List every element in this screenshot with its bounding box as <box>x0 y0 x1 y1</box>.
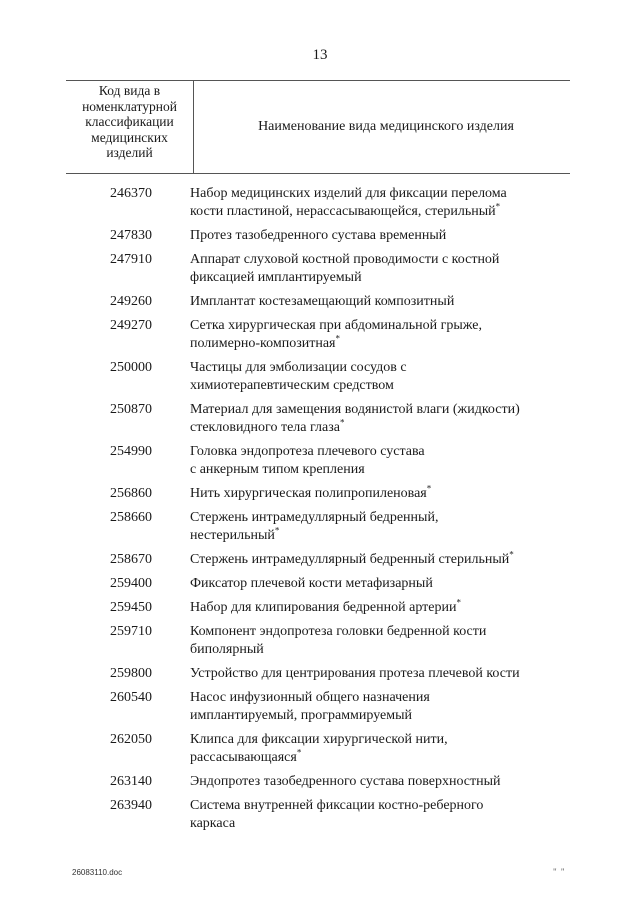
header-code-column <box>66 81 194 173</box>
header-code-line: номенклатурной <box>82 98 177 114</box>
device-name-line <box>190 707 555 725</box>
device-code: 258660 <box>110 510 152 525</box>
device-name-line <box>190 689 555 707</box>
device-name-text: полимерно-композитная <box>190 336 336 351</box>
device-code: 259800 <box>110 666 152 681</box>
table-row <box>0 293 640 311</box>
table-row <box>0 251 640 287</box>
device-name-text: рассасывающаяся <box>190 750 297 765</box>
device-name-line <box>190 797 555 815</box>
table-row <box>0 443 640 479</box>
table-row <box>0 359 640 395</box>
device-name-line <box>190 419 555 437</box>
device-name <box>190 227 555 245</box>
device-name <box>190 797 555 833</box>
header-code-line: изделий <box>106 145 153 161</box>
device-name-line <box>190 599 555 617</box>
table-row <box>0 773 640 791</box>
table-row <box>0 551 640 569</box>
header-code-line: Код вида в <box>98 83 161 98</box>
footnote-mark: * <box>509 549 514 560</box>
device-code: 263140 <box>110 774 152 789</box>
device-code: 263940 <box>110 798 152 813</box>
device-name <box>190 401 555 437</box>
document-filename: 26083110.doc <box>72 868 123 877</box>
table-header <box>66 80 570 174</box>
device-name-line <box>190 227 555 245</box>
device-name-line <box>190 551 555 569</box>
device-name-line <box>190 815 555 833</box>
device-name <box>190 185 555 221</box>
device-name-text: Устройство для центрирования протеза плечевой кости <box>190 666 520 681</box>
device-name-text: стекловидного тела глаза <box>190 420 340 435</box>
device-name-text: Сетка хирургическая при абдоминальной грыже, <box>190 318 482 333</box>
device-code: 247830 <box>110 228 152 243</box>
footnote-mark: * <box>456 597 461 608</box>
device-name-text: с анкерным типом крепления <box>190 462 365 477</box>
table-row <box>0 317 640 353</box>
device-name-line <box>190 665 555 683</box>
device-name-line <box>190 749 555 767</box>
device-name-line <box>190 203 555 221</box>
device-name-line <box>190 461 555 479</box>
device-name-text: химиотерапевтическим средством <box>190 378 394 393</box>
device-name-line <box>190 641 555 659</box>
device-name-text: Нить хирургическая полипропиленовая <box>190 486 427 501</box>
device-name-line <box>190 731 555 749</box>
device-name-text: нестерильный <box>190 528 275 543</box>
device-code: 259710 <box>110 624 152 639</box>
device-name <box>190 731 555 767</box>
device-name-text: Фиксатор плечевой кости метафизарный <box>190 576 433 591</box>
device-code: 259450 <box>110 600 152 615</box>
device-name-text: Стержень интрамедуллярный бедренный стерильный <box>190 552 510 567</box>
table-row <box>0 185 640 221</box>
page-number: 13 <box>312 47 328 63</box>
device-name-line <box>190 485 555 503</box>
device-name-text: кости пластиной, нерассасывающейся, стерильный <box>190 204 496 219</box>
device-name-line <box>190 251 555 269</box>
device-code: 260540 <box>110 690 152 705</box>
table-row <box>0 485 640 503</box>
device-code: 258670 <box>110 552 152 567</box>
device-name-text: Стержень интрамедуллярный бедренный, <box>190 510 439 525</box>
device-name-text: Эндопротез тазобедренного сустава поверхностный <box>190 774 501 789</box>
device-name-line <box>190 377 555 395</box>
device-name <box>190 665 555 683</box>
device-name-text: Набор медицинских изделий для фиксации перелома <box>190 186 507 201</box>
footnote-mark: * <box>339 417 345 428</box>
device-name-line <box>190 773 555 791</box>
device-name-line <box>190 509 555 527</box>
device-code: 256860 <box>110 486 152 501</box>
device-name-text: Клипса для фиксации хирургической нити, <box>190 732 448 747</box>
device-name-text: имплантируемый, программируемый <box>190 708 413 723</box>
header-code-line: медицинских <box>91 129 168 145</box>
device-name-text: Материал для замещения водянистой влаги (жидкости) <box>190 402 520 417</box>
table-row <box>0 401 640 437</box>
device-name-line <box>190 443 555 461</box>
header-name-column: Наименование вида медицинского изделия <box>258 119 514 134</box>
device-name <box>190 317 555 353</box>
footnote-mark: * <box>296 747 302 758</box>
device-name-line <box>190 185 555 203</box>
footnote-mark: * <box>495 201 501 212</box>
device-name-text: Компонент эндопротеза головки бедренной кости <box>190 624 487 639</box>
device-name-text: Система внутренней фиксации костно-реберного <box>190 798 484 813</box>
device-name-text: Протез тазобедренного сустава временный <box>190 228 447 243</box>
table-row <box>0 599 640 617</box>
device-name-line <box>190 269 555 287</box>
device-name <box>190 359 555 395</box>
device-name-line <box>190 293 555 311</box>
device-name-text: каркаса <box>190 816 236 831</box>
device-name <box>190 575 555 593</box>
device-name-text: Насос инфузионный общего назначения <box>190 690 430 705</box>
table-row <box>0 575 640 593</box>
device-name-line <box>190 317 555 335</box>
footer-mark: " " <box>553 867 566 877</box>
device-name-line <box>190 401 555 419</box>
device-name-text: Набор для клипирования бедренной артерии <box>190 600 457 615</box>
device-name <box>190 623 555 659</box>
device-name-text: Аппарат слуховой костной проводимости с костной <box>190 252 500 267</box>
device-code: 254990 <box>110 444 152 459</box>
device-name-text: Головка эндопротеза плечевого сустава <box>190 444 425 459</box>
device-name <box>190 551 555 569</box>
device-name-text: Частицы для эмболизации сосудов с <box>190 360 407 375</box>
table-row <box>0 731 640 767</box>
device-code: 259400 <box>110 576 152 591</box>
device-code: 247910 <box>110 252 152 267</box>
footnote-mark: * <box>426 483 432 494</box>
device-list <box>0 185 640 839</box>
device-name <box>190 443 555 479</box>
device-name-line <box>190 335 555 353</box>
device-name <box>190 251 555 287</box>
device-name <box>190 485 555 503</box>
device-name <box>190 293 555 311</box>
device-name-line <box>190 359 555 377</box>
device-code: 246370 <box>110 186 152 201</box>
table-row <box>0 797 640 833</box>
device-name-text: биполярный <box>190 642 264 657</box>
header-code-line: классификации <box>85 114 174 130</box>
footnote-mark: * <box>274 525 280 536</box>
device-code: 249270 <box>110 318 152 333</box>
device-code: 250870 <box>110 402 152 417</box>
device-name <box>190 599 555 617</box>
device-name-line <box>190 527 555 545</box>
device-name <box>190 773 555 791</box>
table-row <box>0 623 640 659</box>
device-name <box>190 509 555 545</box>
device-name <box>190 689 555 725</box>
device-code: 262050 <box>110 732 152 747</box>
device-name-line <box>190 623 555 641</box>
device-name-line <box>190 575 555 593</box>
device-code: 250000 <box>110 360 152 375</box>
device-name-text: фиксацией имплантируемый <box>190 270 362 285</box>
device-name-text: Имплантат костезамещающий композитный <box>190 294 455 309</box>
table-row <box>0 665 640 683</box>
table-row <box>0 689 640 725</box>
footnote-mark: * <box>335 333 340 344</box>
table-row <box>0 227 640 245</box>
table-row <box>0 509 640 545</box>
device-code: 249260 <box>110 294 152 309</box>
